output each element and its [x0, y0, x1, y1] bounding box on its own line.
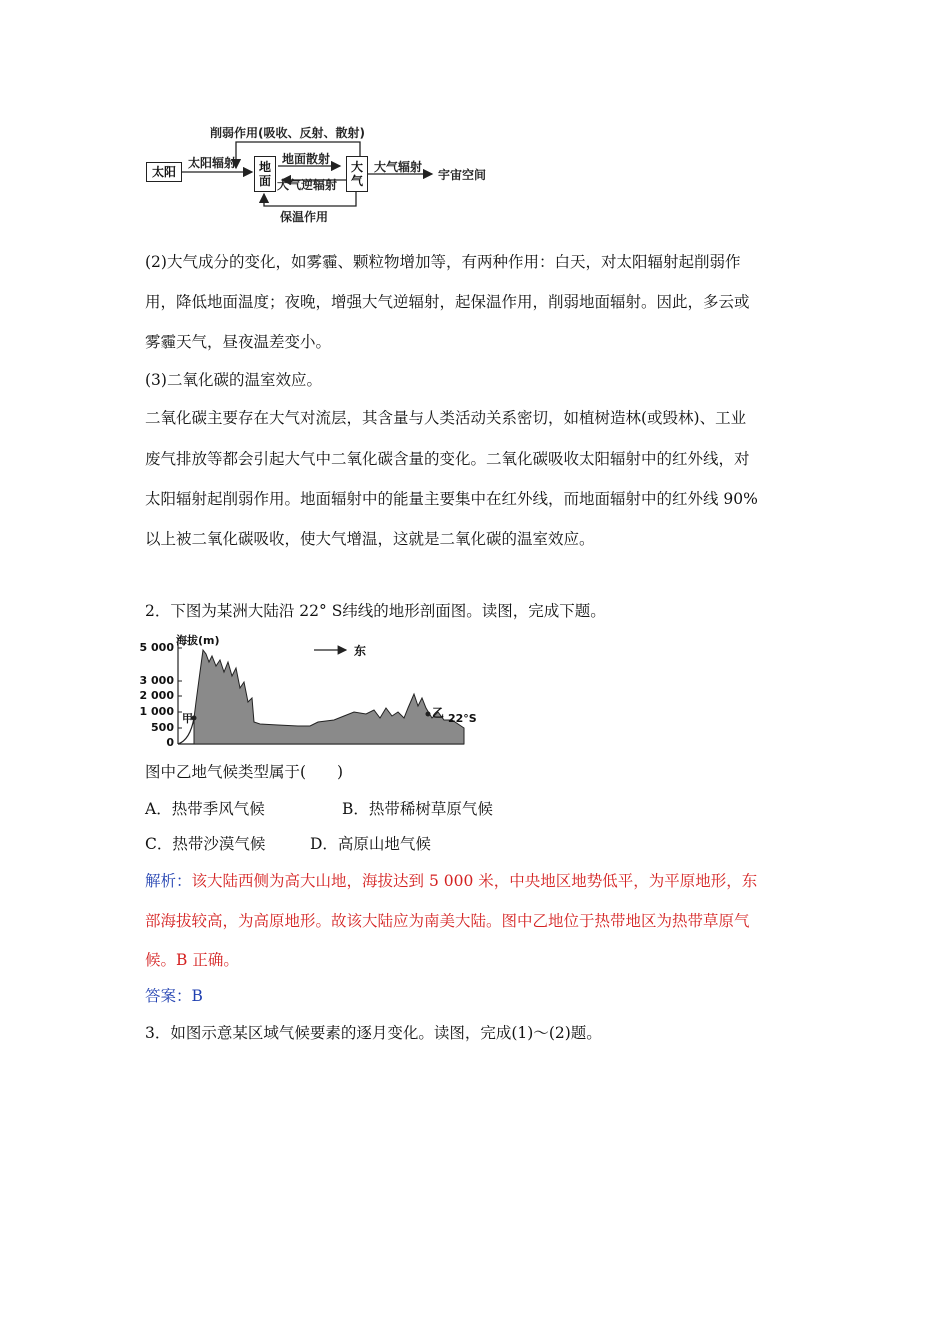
- q2-option-b: B．热带稀树草原气候: [342, 800, 493, 818]
- ytick-0: 0: [166, 736, 174, 749]
- direction-label: 东: [354, 644, 367, 658]
- weakening-label: 削弱作用(吸收、反射、散射): [210, 126, 365, 140]
- analysis-text-1: 该大陆西侧为高大山地，海拔达到 5 000 米，中央地区地势低平，为平原地形，东: [191, 872, 758, 890]
- atm-char-1: 大: [350, 160, 363, 174]
- para3-line2: 废气排放等都会引起大气中二氧化碳含量的变化。二氧化碳吸收太阳辐射中的红外线，对: [145, 450, 750, 468]
- atm-radiation-label: 大气辐射: [374, 160, 423, 174]
- point-jia-label: 甲: [182, 712, 193, 725]
- latitude-label: 22°S: [448, 712, 477, 725]
- terrain-profile: [138, 632, 478, 752]
- ground-char-2: 面: [258, 174, 271, 188]
- ytick-5000: 5 000: [139, 641, 174, 654]
- para2-line3: 雾霾天气，昼夜温差变小。: [145, 333, 332, 351]
- counter-radiation-label: 大气逆辐射: [277, 178, 338, 192]
- q2-question: 图中乙地气候类型属于( ): [145, 763, 344, 781]
- space-label: 宇宙空间: [438, 168, 487, 182]
- ytick-2000: 2 000: [139, 689, 174, 702]
- para3-line1: 二氧化碳主要存在大气对流层，其含量与人类活动关系密切，如植树造林(或毁林)、工业: [145, 409, 747, 427]
- point-yi-marker: [426, 712, 431, 717]
- q2-analysis-line3: 候。B 正确。: [145, 951, 239, 969]
- ground-char-1: 地: [258, 160, 271, 174]
- q2-answer: [145, 986, 203, 1006]
- sun-box: [146, 162, 182, 182]
- answer-value: B: [191, 987, 203, 1005]
- analysis-label: 解析：: [145, 872, 192, 890]
- q2-stem: 2．下图为某洲大陆沿 22° S纬线的地形剖面图。读图，完成下题。: [145, 602, 606, 620]
- insulation-label: 保温作用: [280, 210, 329, 224]
- answer-label: 答案：: [145, 987, 192, 1005]
- ytick-500: 500: [151, 721, 174, 734]
- q2-analysis-line2: 部海拔较高，为高原地形。故该大陆应为南美大陆。图中乙地位于热带地区为热带草原气: [145, 912, 750, 930]
- atm-char-2: 气: [350, 174, 363, 188]
- atmosphere-diagram: [140, 118, 500, 228]
- q2-option-d: D．高原山地气候: [310, 835, 431, 853]
- ground-box: [254, 156, 276, 192]
- para3-heading: (3)二氧化碳的温室效应。: [145, 371, 322, 389]
- point-yi-label: 乙: [432, 706, 445, 720]
- para2-line1: (2)大气成分的变化，如雾霾、颗粒物增加等，有两种作用：白天，对太阳辐射起削弱作: [145, 253, 741, 271]
- q2-option-c: C．热带沙漠气候: [145, 835, 266, 853]
- sun-label: 太阳: [151, 165, 176, 179]
- q2-analysis-line1: [145, 871, 757, 891]
- terrain-profile-graphic: [138, 632, 478, 752]
- solar-radiation-label: 太阳辐射: [188, 156, 237, 170]
- terrain-shape: [194, 650, 464, 744]
- ytick-3000: 3 000: [139, 674, 174, 687]
- para3-line4: 以上被二氧化碳吸收，使大气增温，这就是二氧化碳的温室效应。: [145, 530, 595, 548]
- para2-line2: 用，降低地面温度；夜晚，增强大气逆辐射，起保温作用，削弱地面辐射。因此，多云或: [145, 293, 750, 311]
- q3-stem: 3．如图示意某区域气候要素的逐月变化。读图，完成(1)～(2)题。: [145, 1024, 602, 1042]
- profile-ylabel: 海拔(m): [176, 634, 220, 647]
- atmosphere-box: [346, 156, 368, 192]
- ytick-1000: 1 000: [139, 705, 174, 718]
- q2-option-a: A．热带季风气候: [145, 800, 265, 818]
- ground-scatter-label: 地面散射: [282, 152, 331, 166]
- para3-line3: 太阳辐射起削弱作用。地面辐射中的能量主要集中在红外线，而地面辐射中的红外线 90%: [145, 490, 758, 508]
